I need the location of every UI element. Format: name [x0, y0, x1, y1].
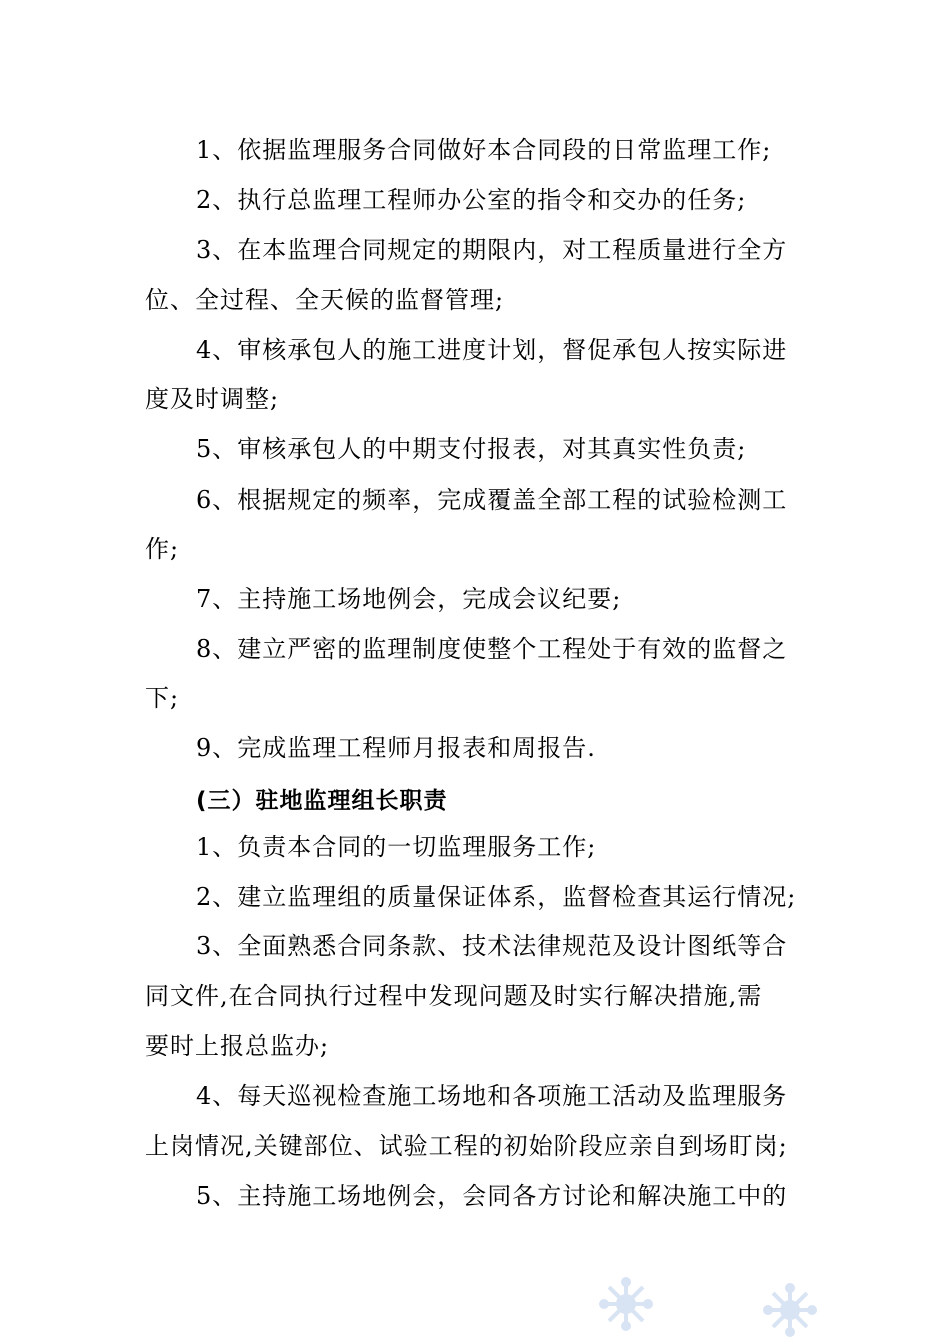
section-heading: (三）驻地监理组长职责 [196, 788, 448, 814]
duty-line: 1、负责本合同的一切监理服务工作; [196, 833, 597, 861]
duty-line: 6、根据规定的频率，完成覆盖全部工程的试验检测工 [196, 486, 788, 514]
duty-line: 4、每天巡视检查施工场地和各项施工活动及监理服务 [196, 1082, 788, 1110]
snowflake-watermark-icon [762, 1282, 818, 1338]
duty-line: 2、执行总监理工程师办公室的指令和交办的任务; [196, 186, 747, 214]
duty-line-continuation: 作; [145, 535, 180, 563]
duty-line: 9、完成监理工程师月报表和周报告. [196, 734, 596, 762]
duty-line: 7、主持施工场地例会，完成会议纪要; [196, 585, 622, 613]
duty-line-continuation: 位、全过程、全天候的监督管理; [145, 286, 505, 314]
duty-line: 5、主持施工场地例会，会同各方讨论和解决施工中的 [196, 1182, 788, 1210]
duty-line: 5、审核承包人的中期支付报表，对其真实性负责; [196, 435, 747, 463]
duty-line: 4、审核承包人的施工进度计划，督促承包人按实际进 [196, 336, 788, 364]
duty-line: 8、建立严密的监理制度使整个工程处于有效的监督之 [196, 635, 788, 663]
duty-line-continuation: 下; [145, 684, 180, 712]
duty-line: 3、在本监理合同规定的期限内，对工程质量进行全方 [196, 236, 788, 264]
duty-line-continuation: 上岗情况,关键部位、试验工程的初始阶段应亲自到场盯岗; [145, 1132, 788, 1160]
duty-line: 1、依据监理服务合同做好本合同段的日常监理工作; [196, 136, 772, 164]
duty-line-continuation: 同文件,在合同执行过程中发现问题及时实行解决措施,需 [145, 982, 763, 1010]
duty-line-continuation: 要时上报总监办; [145, 1032, 330, 1060]
snowflake-watermark-icon [598, 1276, 654, 1332]
duty-line-continuation: 度及时调整; [145, 385, 280, 413]
duty-line: 2、建立监理组的质量保证体系，监督检查其运行情况; [196, 883, 797, 911]
duty-line: 3、全面熟悉合同条款、技术法律规范及设计图纸等合 [196, 932, 788, 960]
